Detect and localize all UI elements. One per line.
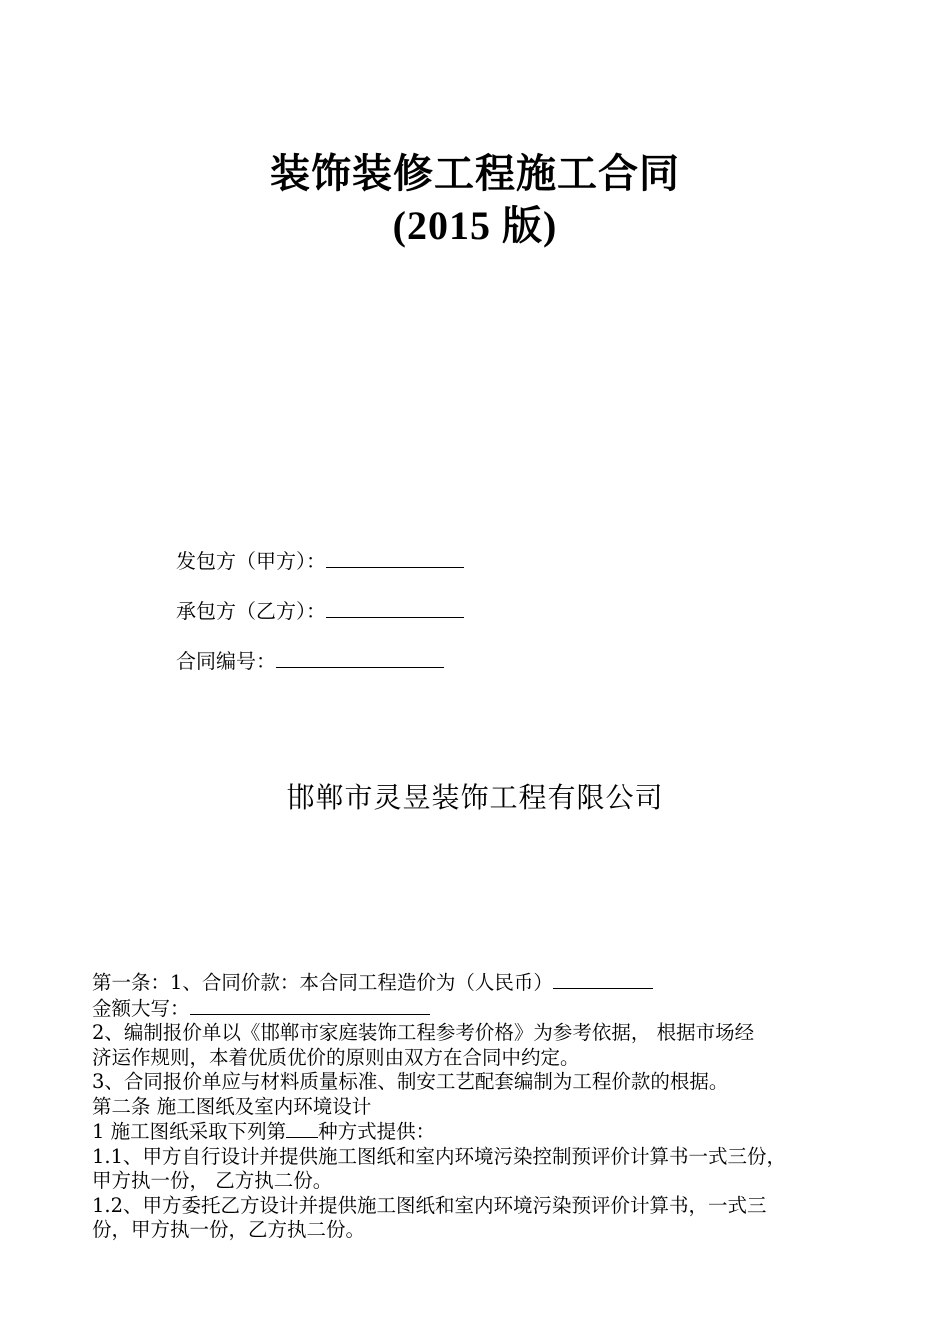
contract-no-label: 合同编号： xyxy=(176,649,276,673)
clause-line: 1.2、甲方委托乙方设计并提供施工图纸和室内环境污染预评价计算书，一式三 xyxy=(92,1193,767,1217)
clause-line: 份，甲方执一份，乙方执二份。 xyxy=(92,1218,366,1241)
clause-line: 2、编制报价单以《邯郸市家庭装饰工程参考价格》为参考依据， 根据市场经 xyxy=(92,1021,755,1044)
contract-no-line xyxy=(176,647,444,675)
document-title: 装饰装修工程施工合同 xyxy=(270,150,680,197)
document-edition: (2015 版) xyxy=(392,203,558,248)
clause-line: 第一条：1、合同价款：本合同工程造价为（人民币） xyxy=(92,970,872,996)
company-name: 邯郸市灵昱装饰工程有限公司 xyxy=(286,781,664,814)
method-blank xyxy=(286,1119,318,1138)
party-b-label: 承包方（乙方）： xyxy=(176,599,326,623)
clause-line: 3、合同报价单应与材料质量标准、制安工艺配套编制为工程价款的根据。 xyxy=(92,1070,729,1093)
party-b-blank xyxy=(326,597,464,618)
clause-line: 1 施工图纸采取下列第 种方式提供： xyxy=(92,1120,436,1143)
party-a-label: 发包方（甲方）： xyxy=(176,549,326,573)
price-blank xyxy=(553,970,653,989)
party-a-blank xyxy=(326,547,464,568)
clause-line: 甲方执一份， 乙方执二份。 xyxy=(92,1169,333,1192)
clause-line: 金额大写： xyxy=(92,996,872,1022)
party-a-line xyxy=(176,547,464,575)
clause-line: 1.1、甲方自行设计并提供施工图纸和室内环境污染控制预评价计算书一式三份， xyxy=(92,1144,787,1168)
article-heading: 第二条 施工图纸及室内环境设计 xyxy=(92,1094,372,1118)
clause-line: 济运作规则，本着优质优价的原则由双方在合同中约定。 xyxy=(92,1045,580,1069)
amount-words-blank xyxy=(190,996,430,1015)
party-b-line xyxy=(176,597,464,625)
contract-no-blank xyxy=(276,647,444,668)
contract-body xyxy=(92,970,872,1243)
